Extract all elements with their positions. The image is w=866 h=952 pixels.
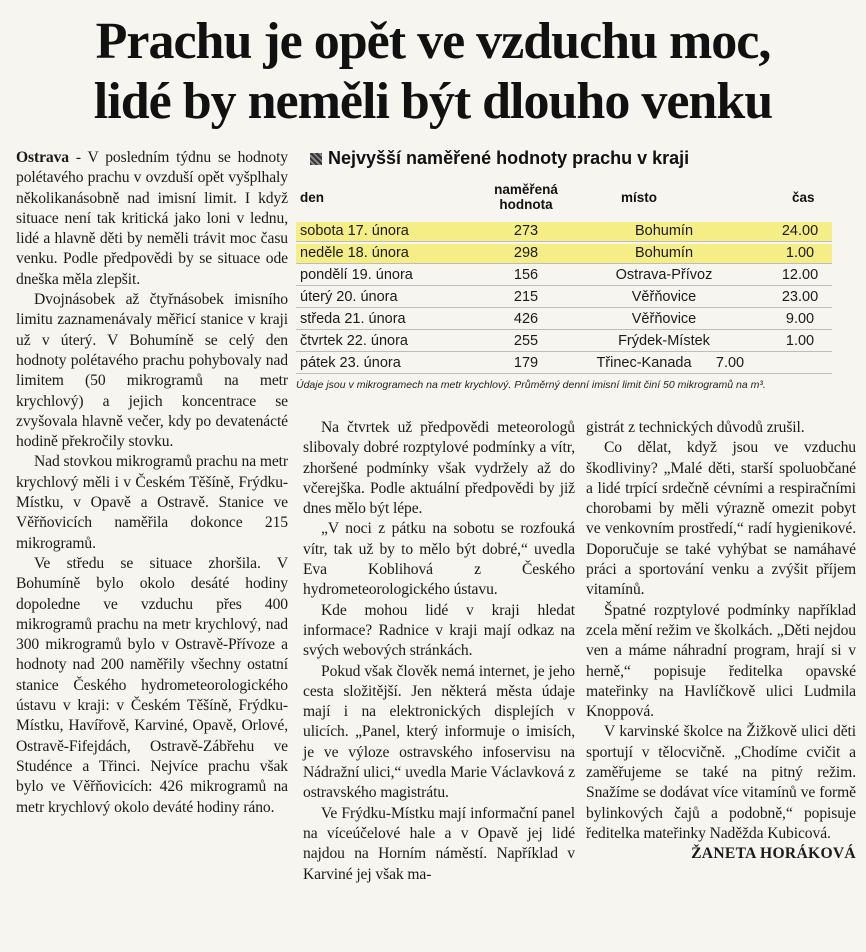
cell-cas: 1.00 (785, 245, 815, 261)
cell-den: pondělí 19. února (300, 267, 413, 283)
cell-misto: Třinec-Kanada (596, 355, 692, 371)
cell-den: neděle 18. února (300, 245, 409, 261)
cell-misto: Věřňovice (631, 311, 697, 327)
cell-cas: 1.00 (785, 333, 815, 349)
cell-den: sobota 17. února (300, 223, 409, 239)
paragraph: V karvinské školce na Žižkově ulici děti sportují v tělocvičně. „Chodíme cvičit a zaměřujeme se také na pitný režim. Snažíme se dodávat více vitamínů ve formě bylinkových čajů a podobně,“ popisuje ředitelka mateřinky Naděžda Kubicová. (586, 723, 856, 842)
paragraph-text: - V posledním týdnu se hodnoty polétavého prachu v ovzduší opět vyšplhaly několikanásobně nad imisní limit. I když situace není tak kritická jako loni v lednu, lidé a hlavně děti by neměli trávit moc času venku. Podle předpovědi by se situace ode dneška měla zlepšit. (16, 149, 288, 288)
cell-cas: 12.00 (781, 267, 819, 283)
square-icon (310, 153, 322, 165)
paragraph: Na čtvrtek už předpovědi meteorologů slibovaly dobré rozptylové podmínky a vítr, zhoršené podmínky však vydržely až do včerejška. Podle aktuální předpovědi by již dnes mělo být lépe. (303, 419, 575, 518)
cell-cas: 9.00 (785, 311, 815, 327)
cell-misto: Bohumín (634, 223, 694, 239)
cell-hodnota: 255 (513, 333, 539, 349)
table-row (296, 332, 832, 352)
cell-hodnota: 273 (513, 223, 539, 239)
table-title (310, 148, 689, 169)
cell-misto: Bohumín (634, 245, 694, 261)
paragraph: „V noci z pátku na sobotu se rozfouká vítr, tak už by to mělo být dobré,“ uvedla Eva Koblihová z Českého hydrometeorologického ústavu. (303, 520, 575, 599)
cell-hodnota: 179 (513, 355, 539, 371)
cell-misto: Věřňovice (631, 289, 697, 305)
author-signature: ŽANETA HORÁKOVÁ (691, 845, 856, 863)
paragraph: gistrát z technických důvodů zrušil. (586, 419, 805, 436)
paragraph: Nad stovkou mikrogramů prachu na metr krychlový měli i v Českém Těšíně, Frýdku-Místku, v Opavě a Ostravě. Stanice ve Věřňovicích naměřila dokonce 215 mikrogramů. (16, 453, 288, 552)
cell-cas: 7.00 (715, 355, 745, 371)
table-row (296, 244, 832, 264)
cell-cas: 24.00 (781, 223, 819, 239)
lead-paragraph (16, 148, 288, 290)
paragraph: Špatné rozptylové podmínky například zcela mění režim ve školkách. „Děti nejdou ven a máme náhradní program, hrají si v herně,“ popisuje ředitelka opavské mateřinky na Havlíčkově ulici Ludmila Knoppová. (586, 601, 856, 721)
table-footnote: Údaje jsou v mikrogramech na metr krychlový. Průměrný denní imisní limit činí 50 mikrogramů na m³. (296, 379, 766, 391)
paragraph: Kde mohou lidé v kraji hledat informace? Radnice v kraji mají odkaz na svých webových stránkách. (303, 601, 575, 660)
table-row (296, 354, 832, 374)
article-column-1 (16, 148, 288, 818)
column-header-hodnota: naměřená hodnota (494, 182, 558, 212)
cell-hodnota: 298 (513, 245, 539, 261)
column-header-den: den (300, 190, 325, 205)
cell-cas: 23.00 (781, 289, 819, 305)
cell-hodnota: 156 (513, 267, 539, 283)
headline-line-2: lidé by neměli být dlouho venku (93, 73, 773, 130)
cell-hodnota: 426 (513, 311, 539, 327)
article-column-3 (586, 418, 856, 865)
cell-den: pátek 23. února (300, 355, 401, 371)
article-column-2 (303, 418, 575, 885)
headline (0, 12, 866, 132)
cell-hodnota: 215 (513, 289, 539, 305)
dust-values-table (296, 146, 860, 406)
paragraph: Ve středu se situace zhoršila. V Bohumíně bylo okolo desáté hodiny dopoledne ve vzduchu přes 400 mikrogramů prachu na metr krychlový, nad 300 mikrogramů bylo v Ostravě-Přívoze a hodnoty nad 200 naměřily všechny ostatní stanice Českého hydrometeorologického ústavu v kraji: v Českém Těšíně, Frýdku-Místku, Havířově, Karviné, Opavě, Orlové, Ostravě-Fifejdách, Ostravě-Zábřehu ve Studénce a Třinci. Nejvíce prachu však bylo ve Věřňovicích: 426 mikrogramů na metr krychlový okolo deváté hodiny ráno. (16, 554, 288, 816)
cell-den: čtvrtek 22. února (300, 333, 408, 349)
headline-line-1: Prachu je opět ve vzduchu moc, (95, 13, 771, 70)
paragraph: Dvojnásobek až čtyřnásobek imisního limitu zaznamenávaly měřicí stanice v kraji už v úterý. V Bohumíně se celý den hodnoty polétavého prachu pohybovaly nad limitem (50 mikrogramů na metr krychlový) a jejich koncentrace se zvyšovala hlavně večer, kdy po devatenácté hodině překročily stovku. (16, 291, 288, 451)
table-row (296, 266, 832, 286)
table-row (296, 288, 832, 308)
column-header-cas: čas (792, 190, 815, 205)
cell-misto: Ostrava-Přívoz (615, 267, 713, 283)
paragraph: Pokud však člověk nemá internet, je jeho cesta složitější. Jen některá města údaje mají i na elektronických displejích v ulicích. „Panel, který informuje o imisích, je ve výloze ostravského infoservisu na Nádražní ulici,“ uvedla Marie Václavková z ostravského magistrátu. (303, 662, 575, 802)
table-title-text: Nejvyšší naměřené hodnoty prachu v kraji (328, 148, 690, 168)
paragraph: Co dělat, když jsou ve vzduchu škodliviny? „Malé děti, starší spoluobčané a lidé trpící srdečně cévními a respiračními chorobami by měli výrazně omezit pobyt ve venkovním prostředí,“ radí hygienikové. Doporučuje se také vyhýbat se namáhavé práci a sportování venku a zvýšit příjem vitamínů. (586, 439, 856, 599)
table-row (296, 310, 832, 330)
paragraph: Ve Frýdku-Místku mají informační panel na víceúčelové hale a v Opavě jej lidé najdou na Horním náměstí. Například v Karviné jej však ma- (303, 804, 575, 883)
cell-den: středa 21. února (300, 311, 406, 327)
cell-misto: Frýdek-Místek (618, 333, 710, 349)
table-row (296, 222, 832, 242)
column-header-misto: místo (621, 190, 658, 205)
dateline: Ostrava (16, 149, 70, 166)
cell-den: úterý 20. února (300, 289, 398, 305)
